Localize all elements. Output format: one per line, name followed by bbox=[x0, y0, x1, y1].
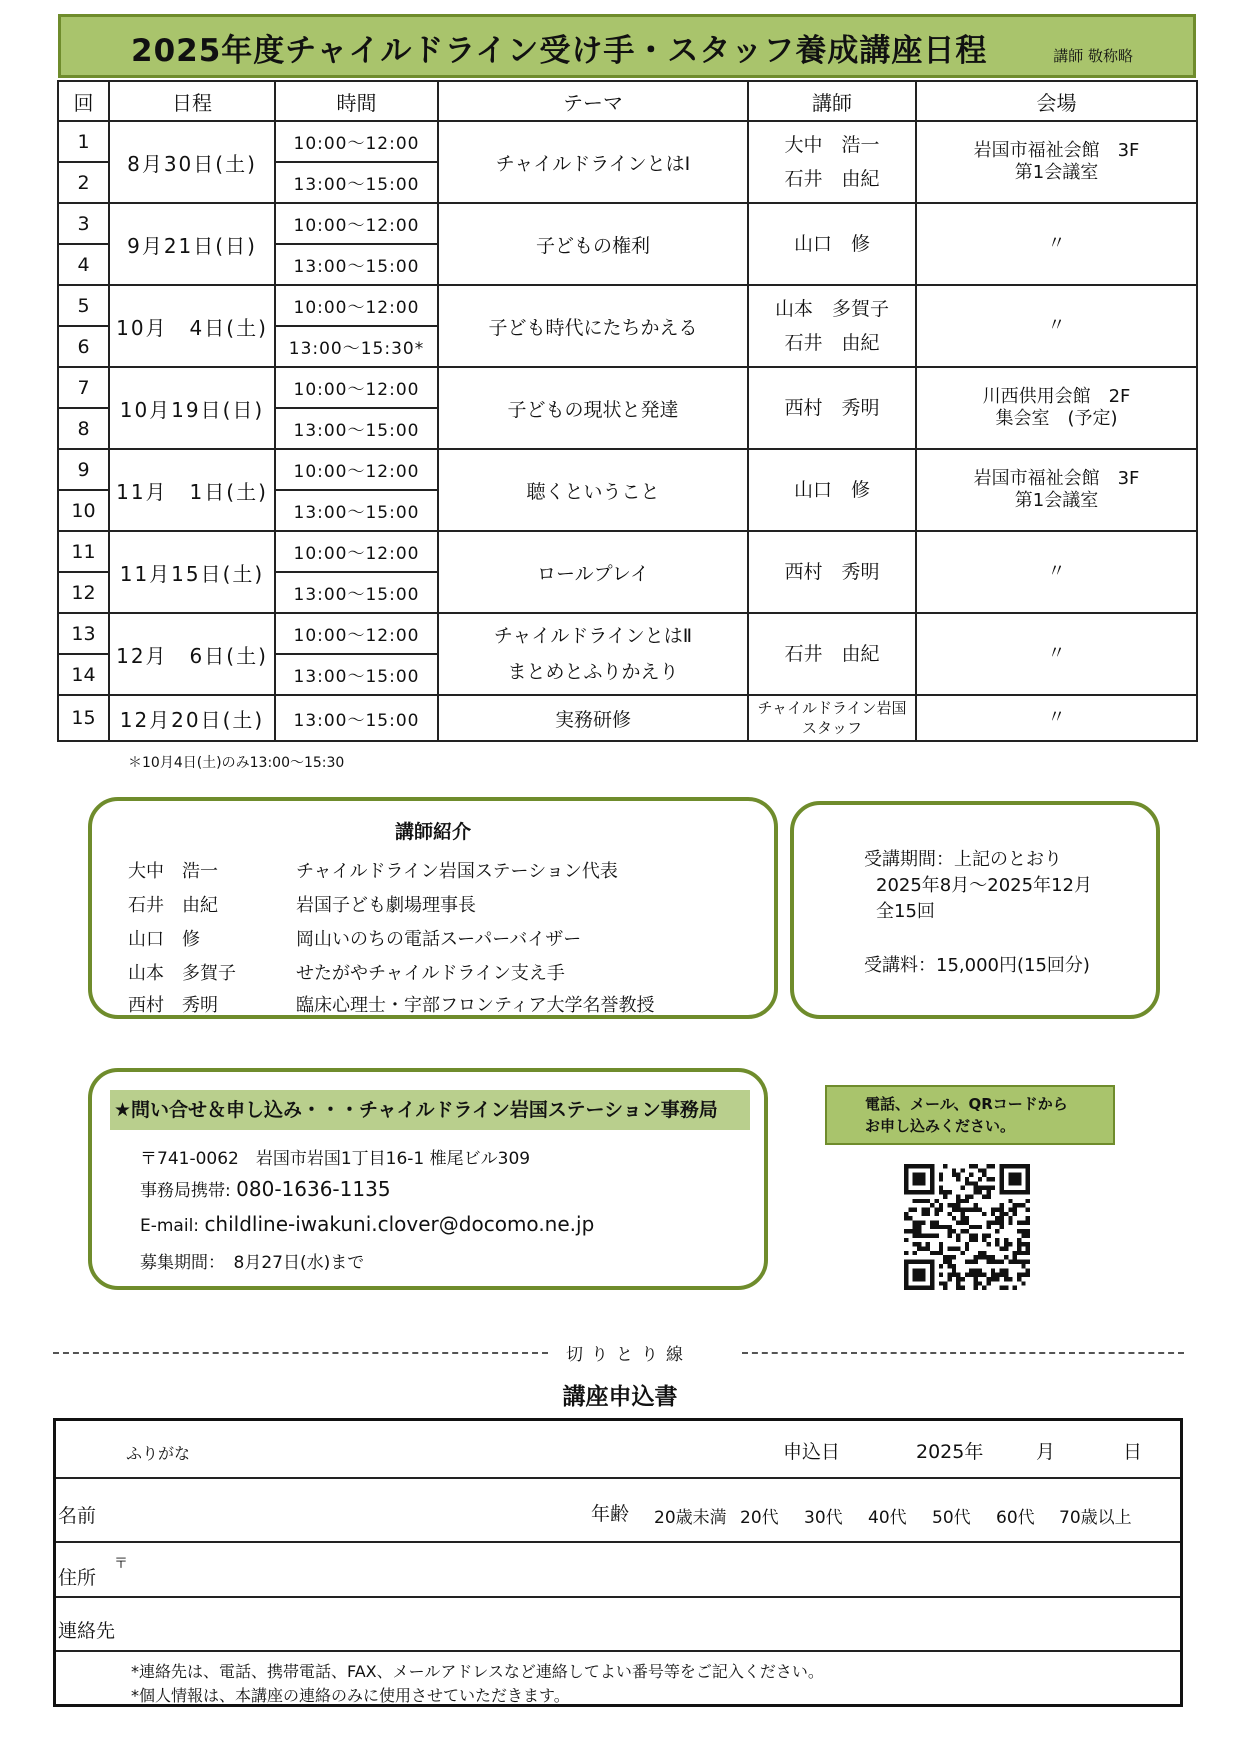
table-row bbox=[58, 367, 1197, 408]
course-info-box bbox=[790, 801, 1160, 1019]
honorific-note: 講師 敬称略 bbox=[1053, 47, 1133, 65]
venue-text: 岩国市福祉会館 3F bbox=[973, 468, 1140, 489]
venue-text: 岩国市福祉会館 3F bbox=[973, 140, 1140, 161]
phone-label: 事務局携帯: bbox=[140, 1181, 231, 1201]
cut-line-label: 切りとり線 bbox=[566, 1345, 691, 1365]
theme-text: 子どもの権利 bbox=[535, 234, 650, 257]
session-number: 4 bbox=[58, 244, 109, 285]
lecturer-name: 山口 修 bbox=[128, 929, 200, 950]
phone-number[interactable]: 080-1636-1135 bbox=[236, 1177, 391, 1201]
table-footnote: ＊10月4日(土)のみ13:00～15:30 bbox=[128, 755, 345, 771]
session-number: 9 bbox=[58, 449, 109, 490]
session-number: 10 bbox=[58, 490, 109, 531]
name-label: 名前 bbox=[58, 1505, 97, 1527]
session-time: 13:00～15:00 bbox=[275, 490, 438, 531]
session-theme bbox=[438, 203, 748, 285]
session-time: 13:00～15:00 bbox=[275, 695, 438, 741]
session-lecturer bbox=[748, 203, 916, 285]
apply-year: 2025年 bbox=[916, 1441, 984, 1463]
table-row bbox=[58, 695, 1197, 741]
application-form bbox=[53, 1418, 1183, 1707]
course-count: 全15回 bbox=[876, 901, 935, 922]
lecturer-role: せたがやチャイルドライン支え手 bbox=[296, 963, 565, 984]
qr-code-icon[interactable] bbox=[900, 1164, 1034, 1290]
postal-mark: 〒 bbox=[114, 1556, 128, 1572]
lecturer-text: 山口 修 bbox=[793, 479, 870, 501]
session-time: 10:00～12:00 bbox=[275, 613, 438, 654]
table-row bbox=[58, 531, 1197, 572]
session-date: 11月15日(土) bbox=[109, 531, 275, 613]
age-option[interactable]: 30代 bbox=[804, 1508, 843, 1528]
session-time: 10:00～12:00 bbox=[275, 121, 438, 162]
contact-address: 〒741-0062 岩国市岩国1丁目16-1 椎尾ビル309 bbox=[140, 1149, 531, 1169]
session-number: 6 bbox=[58, 326, 109, 367]
theme-text: ロールプレイ bbox=[537, 562, 649, 585]
session-number: 13 bbox=[58, 613, 109, 654]
session-number: 11 bbox=[58, 531, 109, 572]
session-number: 15 bbox=[58, 695, 109, 741]
lecturer-name: 大中 浩一 bbox=[128, 861, 218, 882]
lecturer-text: 石井 由紀 bbox=[784, 168, 880, 190]
age-option[interactable]: 20歳未満 bbox=[654, 1508, 727, 1528]
table-row bbox=[58, 449, 1197, 490]
lecturer-text: 石井 由紀 bbox=[784, 643, 880, 665]
session-number: 1 bbox=[58, 121, 109, 162]
session-number: 8 bbox=[58, 408, 109, 449]
session-venue bbox=[916, 367, 1197, 449]
session-time: 10:00～12:00 bbox=[275, 367, 438, 408]
venue-text: 〃 bbox=[1047, 643, 1066, 664]
session-date: 11月 1日(土) bbox=[109, 449, 275, 531]
session-venue: 〃 bbox=[916, 695, 1197, 741]
lecturer-text: 山本 多賀子 bbox=[774, 298, 889, 320]
session-theme bbox=[438, 531, 748, 613]
page-header bbox=[58, 14, 1196, 78]
venue-text: 集会室 (予定) bbox=[995, 408, 1118, 429]
lecturer-text: 西村 秀明 bbox=[784, 561, 880, 583]
lecturer-name: 石井 由紀 bbox=[128, 895, 218, 916]
table-row bbox=[58, 285, 1197, 326]
course-period: 受講期間：上記のとおり bbox=[864, 849, 1062, 870]
lecturer-item bbox=[128, 925, 581, 951]
lecturer-role: 岩国子ども劇場理事長 bbox=[296, 895, 476, 916]
session-number: 7 bbox=[58, 367, 109, 408]
session-time: 13:00～15:30* bbox=[275, 326, 438, 367]
session-number: 14 bbox=[58, 654, 109, 695]
session-theme: 実務研修 bbox=[438, 695, 748, 741]
email-label: E-mail: bbox=[140, 1216, 200, 1236]
session-lecturer bbox=[748, 449, 916, 531]
session-venue bbox=[916, 285, 1197, 367]
session-time: 10:00～12:00 bbox=[275, 203, 438, 244]
course-period-range: 2025年8月～2025年12月 bbox=[876, 875, 1092, 896]
lecturer-item bbox=[128, 891, 476, 917]
age-option[interactable]: 70歳以上 bbox=[1059, 1508, 1132, 1528]
session-time: 13:00～15:00 bbox=[275, 162, 438, 203]
qr-note bbox=[825, 1085, 1115, 1145]
session-time: 13:00～15:00 bbox=[275, 654, 438, 695]
schedule-table bbox=[57, 80, 1198, 742]
furigana-label: ふりがな bbox=[126, 1444, 191, 1463]
theme-text: 聴くということ bbox=[526, 480, 660, 503]
qr-note-line: 電話、メール、QRコードから bbox=[865, 1095, 1068, 1113]
apply-month: 月 bbox=[1036, 1441, 1056, 1463]
session-theme bbox=[438, 367, 748, 449]
form-row-name[interactable] bbox=[56, 1479, 1180, 1543]
col-header-venue: 会場 bbox=[916, 81, 1197, 121]
age-label: 年齢 bbox=[591, 1503, 630, 1525]
lecturer-text: 石井 由紀 bbox=[784, 332, 880, 354]
lecturer-item bbox=[128, 991, 655, 1017]
table-row bbox=[58, 121, 1197, 162]
course-fee: 受講料：15,000円(15回分) bbox=[864, 955, 1090, 976]
session-theme bbox=[438, 613, 748, 695]
theme-text: まとめとふりかえり bbox=[507, 661, 679, 683]
cut-line-left bbox=[53, 1352, 548, 1354]
lecturer-text: チャイルドライン岩国 bbox=[757, 699, 907, 717]
session-date: 12月 6日(土) bbox=[109, 613, 275, 695]
form-row-furigana[interactable] bbox=[56, 1421, 1180, 1479]
session-venue bbox=[916, 203, 1197, 285]
table-row bbox=[58, 203, 1197, 244]
col-header-lecturer: 講師 bbox=[748, 81, 916, 121]
theme-text: 子ども時代にたちかえる bbox=[488, 316, 698, 339]
session-theme bbox=[438, 285, 748, 367]
table-header-row bbox=[58, 81, 1197, 121]
theme-text: チャイルドラインとはⅠ bbox=[495, 152, 691, 175]
session-number: 3 bbox=[58, 203, 109, 244]
apply-date-label: 申込日 bbox=[783, 1441, 841, 1463]
form-note: *個人情報は、本講座の連絡のみに使用させていただきます。 bbox=[131, 1686, 570, 1705]
session-venue bbox=[916, 531, 1197, 613]
contact-email-row bbox=[140, 1212, 594, 1236]
lecturer-text: スタッフ bbox=[801, 719, 862, 737]
session-date: 9月21日(日) bbox=[109, 203, 275, 285]
session-lecturer bbox=[748, 367, 916, 449]
lecturer-role: 岡山いのちの電話スーパーバイザー bbox=[296, 929, 582, 950]
venue-text: 〃 bbox=[1047, 561, 1066, 582]
lecturer-intro-box bbox=[88, 797, 778, 1019]
apply-day: 日 bbox=[1123, 1441, 1143, 1463]
lecturer-name: 山本 多賀子 bbox=[128, 963, 236, 984]
theme-text: 子どもの現状と発達 bbox=[507, 398, 679, 421]
contact-label: 連絡先 bbox=[58, 1620, 116, 1642]
lecturer-text: 西村 秀明 bbox=[784, 397, 880, 419]
session-venue bbox=[916, 613, 1197, 695]
lecturer-heading: 講師紹介 bbox=[394, 821, 471, 843]
session-lecturer bbox=[748, 285, 916, 367]
session-date: 10月 4日(土) bbox=[109, 285, 275, 367]
session-time: 10:00～12:00 bbox=[275, 531, 438, 572]
session-number: 5 bbox=[58, 285, 109, 326]
venue-text: 第1会議室 bbox=[1014, 162, 1099, 183]
venue-text: 〃 bbox=[1047, 315, 1066, 336]
session-lecturer bbox=[748, 531, 916, 613]
lecturer-item bbox=[128, 857, 618, 883]
form-row-address[interactable] bbox=[56, 1543, 1180, 1598]
session-time: 13:00～15:00 bbox=[275, 408, 438, 449]
lecturer-role: チャイルドライン岩国ステーション代表 bbox=[296, 861, 618, 882]
session-date: 10月19日(日) bbox=[109, 367, 275, 449]
session-time: 10:00～12:00 bbox=[275, 285, 438, 326]
session-venue bbox=[916, 121, 1197, 203]
session-theme bbox=[438, 121, 748, 203]
age-option[interactable]: 60代 bbox=[996, 1508, 1035, 1528]
venue-text: 第1会議室 bbox=[1014, 490, 1099, 511]
venue-text: 川西供用会館 2F bbox=[982, 386, 1131, 407]
session-number: 12 bbox=[58, 572, 109, 613]
email-address[interactable]: childline-iwakuni.clover@docomo.ne.jp bbox=[204, 1212, 595, 1236]
lecturer-item bbox=[128, 959, 565, 985]
session-lecturer bbox=[748, 695, 916, 741]
session-date: 8月30日(土) bbox=[109, 121, 275, 203]
table-row bbox=[58, 613, 1197, 654]
session-time: 10:00～12:00 bbox=[275, 449, 438, 490]
col-header-date: 日程 bbox=[109, 81, 275, 121]
contact-heading: ★問い合せ＆申し込み・・・チャイルドライン岩国ステーション事務局 bbox=[110, 1090, 750, 1130]
contact-box bbox=[88, 1068, 768, 1290]
age-option[interactable]: 50代 bbox=[932, 1508, 971, 1528]
application-deadline: 募集期間： 8月27日(水)まで bbox=[140, 1253, 365, 1273]
lecturer-name: 西村 秀明 bbox=[128, 995, 218, 1016]
col-header-no: 回 bbox=[58, 81, 109, 121]
form-note: *連絡先は、電話、携帯電話、FAX、メールアドレスなど連絡してよい番号等をご記入ください。 bbox=[131, 1662, 824, 1681]
session-date: 12月20日(土) bbox=[109, 695, 275, 741]
contact-phone-row bbox=[140, 1176, 391, 1201]
venue-text: 〃 bbox=[1047, 233, 1066, 254]
qr-note-line: お申し込みください。 bbox=[865, 1117, 1016, 1135]
col-header-time: 時間 bbox=[275, 81, 438, 121]
lecturer-text: 大中 浩一 bbox=[784, 134, 880, 156]
address-label: 住所 bbox=[58, 1567, 97, 1589]
page-title: 2025年度チャイルドライン受け手・スタッフ養成講座日程 bbox=[131, 33, 988, 69]
age-option[interactable]: 20代 bbox=[740, 1508, 779, 1528]
session-number: 2 bbox=[58, 162, 109, 203]
session-lecturer bbox=[748, 613, 916, 695]
lecturer-text: 山口 修 bbox=[793, 233, 870, 255]
col-header-theme: テーマ bbox=[438, 81, 748, 121]
lecturer-role: 臨床心理士・宇部フロンティア大学名誉教授 bbox=[296, 995, 655, 1016]
session-theme bbox=[438, 449, 748, 531]
session-venue bbox=[916, 449, 1197, 531]
form-title: 講座申込書 bbox=[562, 1384, 678, 1410]
session-lecturer bbox=[748, 121, 916, 203]
session-time: 13:00～15:00 bbox=[275, 572, 438, 613]
theme-text: チャイルドラインとはⅡ bbox=[493, 625, 693, 647]
age-option[interactable]: 40代 bbox=[868, 1508, 907, 1528]
form-row-contact[interactable] bbox=[56, 1598, 1180, 1652]
cut-line-right bbox=[742, 1352, 1184, 1354]
session-time: 13:00～15:00 bbox=[275, 244, 438, 285]
